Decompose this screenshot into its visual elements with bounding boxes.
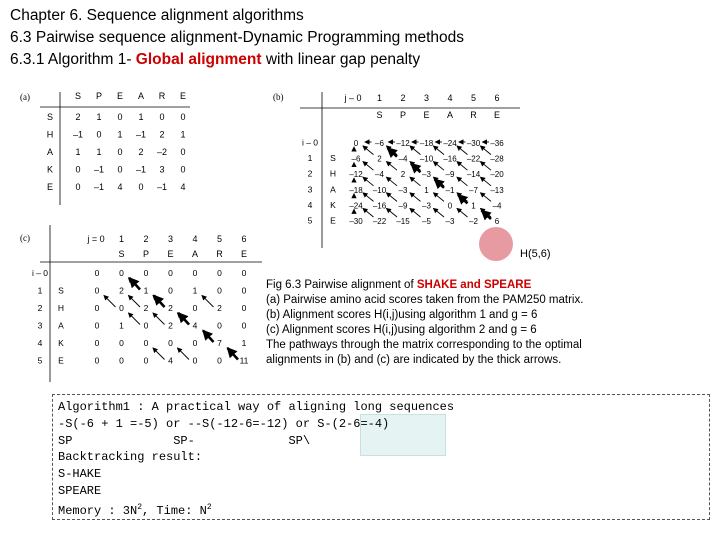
panel-c-i-label: 4: [37, 338, 43, 348]
panel-a-cell: 1: [96, 147, 102, 157]
panel-a-cell: 4: [117, 182, 123, 192]
panel-b-cell: –20: [490, 170, 504, 180]
panel-b-cell: –24: [349, 201, 363, 211]
panel-b-cell: –4: [398, 154, 408, 164]
panel-c-arrow: [178, 313, 190, 325]
panel-c-arrow: [178, 348, 190, 360]
panel-b-arrow: [363, 162, 374, 171]
panel-a-cell: 2: [138, 147, 144, 157]
panel-b-cell: –30: [349, 217, 363, 226]
panel-c-row-header: H: [57, 303, 65, 313]
caption-title: [266, 278, 716, 293]
panel-c-col-header: A: [191, 249, 199, 259]
panel-a-cell: 4: [180, 182, 186, 192]
panel-c-col-header: P: [142, 249, 150, 259]
panel-a-col-header: A: [137, 91, 145, 101]
panel-c-j-label: 4: [192, 234, 198, 244]
panel-b-col-header: E: [493, 110, 501, 120]
panel-c-cell: 0: [192, 268, 198, 278]
panel-a-col-header: S: [74, 91, 82, 101]
panel-b-arrow: [457, 208, 468, 217]
panel-b-cell: 2: [400, 170, 406, 180]
panel-a-cell: 0: [180, 164, 186, 175]
panel-a-row-header: S: [46, 112, 54, 122]
panel-c-arrow: [129, 296, 141, 308]
panel-c-cell: 0: [94, 355, 100, 366]
code-line-4: Backtracking result:: [58, 450, 203, 465]
panel-c-i-label: 1: [37, 285, 43, 296]
panel-c-cell: 0: [119, 268, 124, 278]
panel-c-i-label: i – 0: [31, 268, 49, 278]
panel-c-j-label: 6: [241, 234, 247, 244]
code-line-2a: -S(-6 + 1 =-5) or --S(-12-6=-12) or: [58, 416, 318, 431]
panel-b-j-label: 4: [447, 93, 453, 103]
panel-c-cell: 0: [94, 285, 100, 296]
panel-c-cell: 0: [241, 320, 247, 331]
panel-b-cell: –14: [466, 170, 481, 180]
panel-c-cell: 0: [192, 355, 198, 366]
panel-b-cell: –24: [443, 139, 457, 148]
panel-b-cell: 0: [353, 139, 359, 148]
code-line-5: S-HAKE: [58, 467, 102, 482]
panel-c-arrow: [153, 296, 165, 308]
caption-title-prefix: Fig 6.3 Pairwise alignment of: [266, 279, 417, 291]
panel-a-cell: –1: [93, 182, 105, 192]
panel-c-cell: 4: [168, 355, 173, 366]
panel-c-cell: 1: [192, 285, 198, 296]
caption-title-accent: SHAKE and SPEARE: [416, 279, 532, 291]
panel-a-col-header: P: [95, 91, 103, 101]
panel-b-cell: –6: [375, 139, 384, 148]
panel-a-cell: 1: [75, 147, 81, 157]
panel-a-label: (a): [20, 92, 30, 102]
panel-b-cell: –16: [443, 154, 457, 164]
panel-b-i-label: 5: [307, 215, 313, 226]
panel-b-cell: –9: [398, 201, 408, 211]
section-title: 6.3 Pairwise sequence alignment-Dynamic Programming methods: [10, 29, 465, 46]
code-line-3a: SP SP-: [58, 433, 289, 448]
panel-c-col-header: E: [167, 249, 174, 259]
panel-b-row-header: K: [330, 199, 336, 210]
panel-b-thick-arrow: [482, 210, 492, 219]
panel-c-cell: 0: [241, 285, 247, 296]
panel-c-cell: 11: [239, 355, 249, 366]
panel-b-cell: –7: [469, 185, 478, 195]
panel-c-arrow: [129, 278, 141, 290]
caption-line-b: (b) Alignment scores H(i,j)using algorithm 1 and g = 6: [266, 309, 538, 321]
panel-c-cell: 1: [143, 285, 149, 296]
panel-c-row-header: K: [58, 338, 64, 348]
panel-a-cell: 1: [138, 112, 144, 122]
panel-c-row-header: E: [58, 355, 64, 366]
panel-b-cell: –28: [490, 154, 504, 164]
panel-c-cell: 0: [241, 303, 247, 313]
panel-c-cell: 1: [241, 338, 247, 348]
panel-b-cell: –6: [351, 154, 361, 164]
panel-c-cell: 0: [168, 268, 173, 278]
panel-b-cell: –36: [490, 139, 504, 148]
panel-b-j-label: 3: [423, 93, 430, 103]
panel-b-arrow: [387, 208, 398, 217]
panel-b-cell: –12: [396, 139, 410, 148]
panel-a-cell: 1: [117, 129, 123, 140]
caption-line-c: (c) Alignment scores H(i,j)using algorithm 2 and g = 6: [266, 324, 537, 336]
panel-a-col-header: E: [179, 91, 187, 101]
panel-a-cell: 1: [96, 112, 102, 122]
panel-c-arrow: [153, 348, 165, 360]
panel-c-cell: 2: [168, 320, 173, 331]
panel-b-arrow: [434, 193, 445, 202]
panel-b-arrow: [387, 162, 398, 171]
panel-b-j-label: 6: [494, 93, 500, 103]
panel-a-cell: –1: [135, 129, 147, 140]
panel-c-arrow: [129, 313, 141, 325]
panel-c-cell: 0: [217, 285, 222, 296]
panel-b-cell: –13: [490, 185, 504, 195]
panel-c-i-label: 2: [37, 303, 43, 313]
panel-c-cell: 1: [119, 320, 124, 331]
panel-c-cell: 0: [192, 303, 198, 313]
subsection-suffix: with linear gap penalty: [261, 51, 421, 68]
panel-a-col-header: R: [158, 91, 166, 101]
panel-b-cell: –16: [372, 201, 387, 211]
panel-c-arrow: [202, 296, 214, 308]
panel-b-arrow: [363, 177, 374, 186]
panel-c-cell: 0: [143, 355, 149, 366]
code-line-7b: 2: [137, 502, 143, 512]
panel-a-cell: 0: [138, 182, 144, 192]
panel-a-cell: 0: [75, 182, 81, 192]
panel-b-cell: 2: [377, 154, 382, 164]
h56-label: H(5,6): [520, 248, 551, 260]
panel-c-row-header: A: [58, 320, 64, 331]
panel-b-cell: –3: [398, 185, 408, 195]
code-line-2b: S-(2-6=-4): [317, 416, 390, 431]
panel-b-cell: –22: [466, 154, 481, 164]
panel-b-cell: –15: [396, 217, 410, 226]
panel-a-cell: –2: [156, 147, 168, 157]
panel-a-cell: 0: [117, 164, 123, 175]
panel-c-cell: 4: [192, 320, 198, 331]
panel-c-i-label: 3: [37, 320, 43, 331]
panel-b-i-label: i – 0: [301, 137, 319, 148]
panel-b-cell: –4: [375, 170, 384, 180]
panel-b-j-label: j – 0: [344, 93, 362, 103]
panel-c-cell: 0: [168, 285, 173, 296]
panel-c-cell: 0: [143, 268, 149, 278]
panel-b-j-label: 5: [470, 93, 477, 103]
panel-b-col-header: P: [399, 110, 407, 120]
panel-c-j-label: 5: [216, 234, 223, 244]
panel-c-cell: 2: [217, 303, 222, 313]
panel-b-col-header: R: [470, 110, 477, 120]
panel-b-arrow: [387, 193, 398, 202]
panel-c-arrow: [104, 296, 116, 308]
panel-b-cell: –10: [372, 185, 387, 195]
panel-b-col-header: S: [376, 110, 383, 120]
panel-b-thick-arrow: [458, 195, 468, 204]
panel-a-row-header: H: [46, 129, 54, 140]
panel-b-cell: –3: [422, 170, 431, 180]
panel-c-j-label: 1: [118, 234, 125, 244]
panel-a-cell: 0: [117, 112, 123, 122]
panel-c-arrow: [153, 313, 165, 325]
chapter-title: Chapter 6. Sequence alignment algorithms: [10, 7, 304, 24]
panel-c-j-label: 3: [167, 234, 174, 244]
panel-a-col-header: E: [116, 91, 124, 101]
panel-b-arrow: [434, 208, 445, 217]
panel-b-col-header: A: [446, 110, 454, 120]
panel-c-i-label: 5: [37, 355, 43, 366]
panel-b-i-label: 4: [307, 199, 313, 210]
panel-c-col-header: S: [118, 249, 125, 259]
panel-c-cell: 2: [143, 303, 149, 313]
panel-b-cell: 0: [447, 201, 453, 211]
panel-c-cell: 0: [94, 268, 100, 278]
panel-b-thick-arrow: [411, 164, 421, 173]
panel-b-row-header: H: [329, 168, 337, 179]
panel-c-cell: 0: [217, 320, 222, 331]
panel-b-cell: –4: [492, 201, 502, 211]
panel-c-thick-arrow: [203, 331, 214, 343]
panel-c-j-label: 2: [143, 234, 149, 244]
panel-c-cell: 0: [241, 268, 247, 278]
panel-a-cell: 0: [96, 129, 102, 140]
panel-b-i-label: 2: [307, 168, 313, 179]
code-line-7a: Memory : 3N: [58, 503, 138, 518]
panel-a-row-header: A: [46, 147, 54, 157]
panel-a-cell: –1: [72, 129, 84, 140]
panel-c-cell: 0: [94, 320, 100, 331]
code-line-3b: SP\: [288, 433, 311, 448]
panel-b-cell: –2: [469, 217, 478, 226]
code-line-7d: 2: [206, 502, 212, 512]
panel-a-cell: 0: [159, 112, 165, 122]
panel-c-cell: 0: [217, 355, 222, 366]
panel-b-thick-arrow: [388, 148, 398, 157]
panel-b-row-header: A: [330, 184, 336, 195]
panel-b-thick-arrow: [435, 179, 445, 188]
panel-c-cell: 0: [94, 338, 100, 348]
panel-b-j-label: 2: [400, 93, 406, 103]
panel-b-row-header: E: [330, 215, 336, 226]
panel-c-cell: 2: [168, 303, 173, 313]
figure-caption: [266, 278, 716, 368]
panel-c-cell: 7: [217, 338, 222, 348]
code-line-1: Algorithm1 : A practical way of aligning long sequences: [58, 400, 455, 414]
panel-a-cell: –1: [93, 164, 105, 175]
panel-b-col-header: E: [423, 110, 430, 120]
panel-b-cell: –3: [445, 217, 455, 226]
panel-a-cell: 3: [159, 164, 165, 175]
panel-b-cell: 1: [471, 201, 476, 211]
panel-b-cell: –9: [445, 170, 455, 180]
caption-line-d: The pathways through the matrix corresponding to the optimal: [266, 339, 582, 351]
panel-b-arrow: [410, 193, 421, 202]
panel-a-cell: 0: [75, 164, 81, 175]
panel-c-col-header: R: [216, 249, 223, 259]
panel-b-j-label: 1: [376, 93, 383, 103]
caption-line-a: (a) Pairwise amino acid scores taken from the PAM250 matrix.: [266, 294, 584, 306]
panel-b-cell: 1: [424, 185, 429, 195]
panel-b-row-header: S: [330, 153, 336, 164]
panel-c-col-header: E: [240, 249, 248, 259]
panel-b-cell: –1: [445, 185, 455, 195]
panel-a-cell: 0: [117, 147, 123, 157]
panel-c-cell: 2: [119, 285, 124, 296]
panel-a-cell: –1: [135, 164, 147, 175]
panel-b-cell: 6: [494, 217, 500, 226]
panel-c-thick-arrow: [228, 348, 239, 360]
panel-b-arrow: [387, 177, 398, 186]
panel-b-i-label: 3: [307, 184, 313, 195]
panel-b-cell: –12: [349, 170, 363, 180]
panel-c-row-header: S: [58, 285, 64, 296]
panel-c-cell: 0: [94, 303, 100, 313]
panel-b-arrow: [410, 208, 421, 217]
panel-b-arrow: [410, 177, 421, 186]
panel-b-cell: –30: [466, 139, 481, 148]
subsection-prefix: 6.3.1 Algorithm 1-: [10, 51, 136, 68]
panel-c-cell: 0: [119, 303, 124, 313]
code-line-7c: , Time: N: [142, 503, 207, 518]
panel-a-cell: 0: [180, 147, 186, 157]
code-line-6: SPEARE: [58, 483, 102, 498]
panel-b-cell: –18: [419, 139, 434, 148]
panel-a-cell: –1: [156, 182, 168, 192]
panel-c-j-label: j = 0: [87, 234, 105, 244]
panel-b-i-label: 1: [307, 153, 313, 164]
panel-c-label: (c): [20, 233, 30, 243]
panel-a-row-header: K: [46, 164, 54, 175]
panel-c-cell: 0: [192, 338, 198, 348]
panel-a-cell: 0: [180, 112, 186, 122]
panel-c-cell: 0: [168, 338, 173, 348]
panel-a-row-header: E: [46, 182, 54, 192]
panel-a-cell: 2: [159, 129, 165, 140]
panel-b-cell: –18: [349, 185, 363, 195]
panel-b-cell: –10: [419, 154, 434, 164]
panel-c-cell: 0: [143, 338, 149, 348]
panel-c-cell: 0: [119, 355, 124, 366]
panel-c-cell: 0: [143, 320, 149, 331]
panel-b-cell: –5: [422, 217, 431, 226]
panel-b-cell: –3: [422, 201, 431, 211]
panel-b-arrow: [363, 146, 374, 155]
panel-a-cell: 1: [180, 129, 186, 140]
caption-line-e: alignments in (b) and (c) are indicated by the thick arrows.: [266, 354, 562, 366]
panel-c-cell: 0: [119, 338, 124, 348]
panel-b-cell: –22: [372, 217, 387, 226]
panel-a-cell: 2: [75, 112, 81, 122]
algorithm-code: [58, 399, 454, 520]
panel-c-cell: 0: [217, 268, 222, 278]
subsection-accent: Global alignment: [135, 51, 262, 68]
panel-b-label: (b): [273, 92, 284, 102]
